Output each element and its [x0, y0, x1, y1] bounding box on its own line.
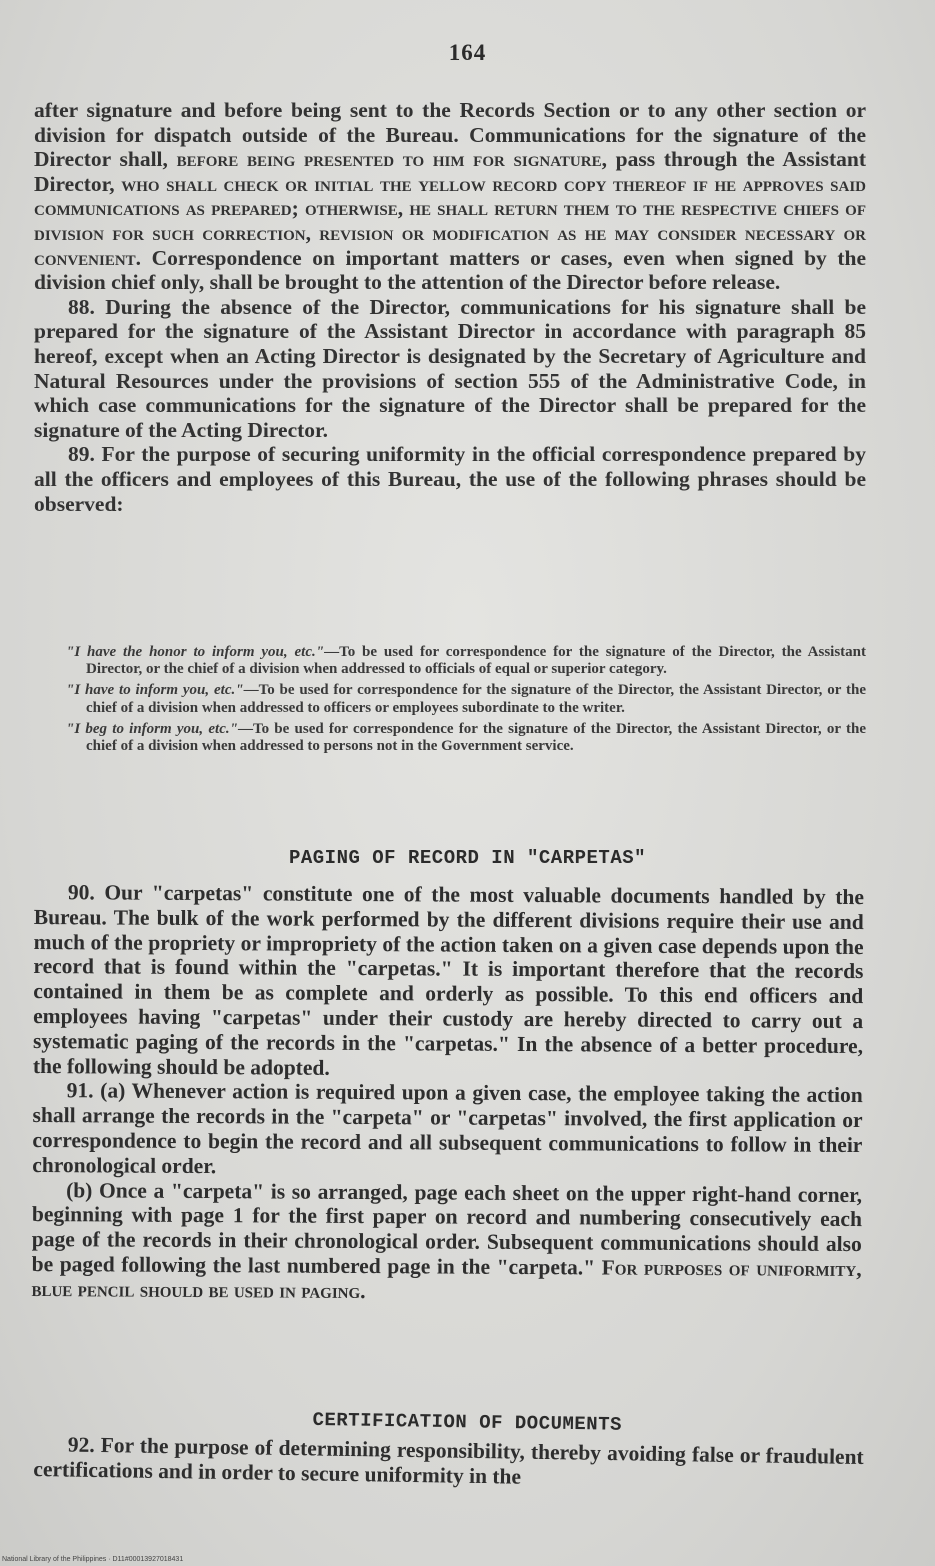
upper-body	[34, 98, 866, 516]
page-number: 164	[448, 40, 487, 65]
phrase-list	[66, 644, 866, 759]
paragraph-continuation: after signature and before being sent to the Records Section or to any other section or division for dispatch outside of the Bureau. Communications for the signature of the Director shall, before being presented to him for signature, pass through the Assistant Director, who shall check or initial the yellow record copy thereof if he approves said communications as prepared; otherwise, he shall return them to the respective chiefs of division for such correction, revision or modification as he may consider necessary or convenient. Correspondence on important matters or cases, even when signed by the division chief only, shall be brought to the attention of the Director before release.	[34, 98, 866, 295]
section-heading: CERTIFICATION OF DOCUMENTS	[312, 1408, 623, 1436]
scan-footer: National Library of the Philippines · D11#00013927018431	[2, 1556, 184, 1563]
section-heading: PAGING OF RECORD IN "CARPETAS"	[288, 847, 647, 869]
paragraph-89: 89. For the purpose of securing uniformity in the official correspondence prepared by all the officers and employees of this Bureau, the use of the following phrases should be observed:	[34, 442, 866, 516]
paragraph-92: 92. For the purpose of determining responsibility, thereby avoiding false or fraudulent certifications and in order to secure uniformity in the	[33, 1432, 864, 1489]
paragraph-90: 90. Our "carpetas" constitute one of the most valuable documents handled by the Bureau. The bulk of the work performed by the different divisions require their use and much of the propriety or impropriety of the action taken on a given case depends upon the record that is found within the "carpetas." It is important therefore that the records contained in them be as complete and orderly as possible. To this end officers and employees having "carpetas" under their custody are hereby directed to carry out a systematic paging of the records in the "carpetas." In the absence of a better procedure, the following should be adopted.	[32, 880, 864, 1080]
paragraph-91b: (b) Once a "carpeta" is so arranged, page each sheet on the upper right-hand corner, beginning with page 1 for the first paper on record and numbering consecutively each page of the records in their chronological order. Subsequent communications should also be paged following the last numbered page in the "carpeta." For purposes of uniformity, blue pencil should be used in paging.	[31, 1177, 863, 1303]
phrase-item: "I have the honor to inform you, etc."—To be used for correspondence for the signature of the Director, the Assistant Director, or the chief of a division when addressed to officials of equal or superior category.	[66, 644, 866, 678]
paragraph-91a: 91. (a) Whenever action is required upon a given case, the employee taking the action shall arrange the records in the "carpeta" or "carpetas" involved, the first application or correspondence to begin the record and all subsequent communications to follow in their chronological order.	[32, 1078, 863, 1178]
phrase-item: "I have to inform you, etc."—To be used for correspondence for the signature of the Director, the Assistant Director, or the chief of a division when addressed to officers or employees subordinate to the writer.	[66, 682, 866, 716]
paragraph-88: 88. During the absence of the Director, communications for his signature shall be prepared for the signature of the Assistant Director in accordance with paragraph 85 hereof, except when an Acting Director is designated by the Secretary of Agriculture and Natural Resources under the provisions of section 555 of the Administrative Code, in which case communications for the signature of the Director shall be prepared for the signature of the Acting Director.	[34, 294, 866, 442]
phrase-item: "I beg to inform you, etc."—To be used for correspondence for the signature of the Director, the Assistant Director, or the chief of a division when addressed to persons not in the Government service.	[66, 720, 866, 755]
bottom-body	[33, 1432, 864, 1495]
lower-body	[31, 880, 864, 1307]
